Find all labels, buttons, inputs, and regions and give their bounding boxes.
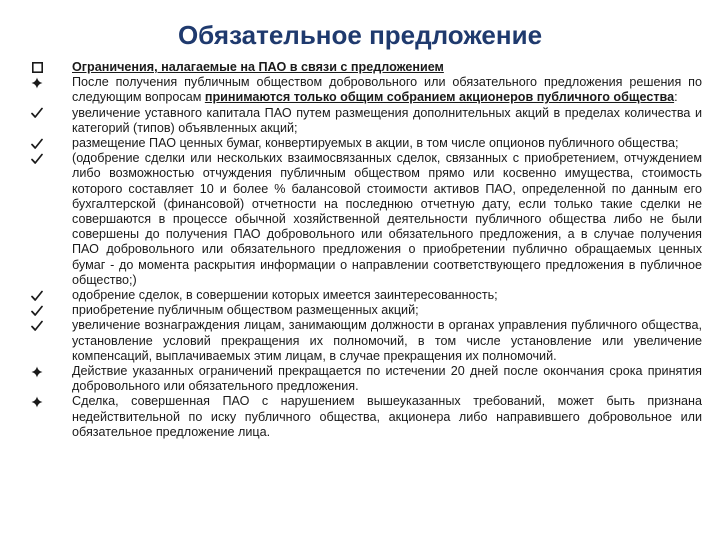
- item-text: увеличение уставного капитала ПАО путем размещения дополнительных акций в пределах количества и категорий (типов) объявленных акций;: [72, 105, 702, 135]
- list-item: [30, 288, 702, 303]
- item-text: размещение ПАО ценных бумаг, конвертируемых в акции, в том числе опционов публичного общества;: [72, 136, 679, 151]
- item-text: После получения публичным обществом добровольного или обязательного предложения решения по следующим вопросам: [72, 75, 702, 105]
- item-text: Действие указанных ограничений прекращается по истечении 20 дней после окончания срока принятия добровольного или обязательного предложения.: [72, 364, 702, 394]
- item-text: одобрение сделок, в совершении которых имеется заинтересованность;: [72, 288, 498, 303]
- check-bullet-icon: [30, 288, 44, 303]
- list-item: [30, 318, 702, 364]
- list-item: [30, 136, 702, 151]
- check-bullet-icon: [30, 136, 44, 151]
- diamond-bullet-icon: [30, 364, 44, 379]
- square-bullet-icon: [30, 60, 44, 75]
- item-text: Ограничения, налагаемые на ПАО в связи с предложением: [72, 60, 444, 74]
- page-title: Обязательное предложение: [177, 20, 543, 50]
- bullet-list: [30, 60, 702, 440]
- list-item: [30, 303, 702, 318]
- list-item: [30, 75, 702, 105]
- diamond-bullet-icon: [30, 394, 44, 409]
- check-bullet-icon: [30, 151, 44, 166]
- item-text: приобретение публичным обществом размещенных акций;: [72, 303, 419, 318]
- check-bullet-icon: [30, 106, 44, 121]
- item-text: увеличение вознаграждения лицам, занимающим должности в органах управления публичного общества, установление условий прекращения их полномочий, в том числе установление или увеличение компенсаций, выплачиваемых этим лицам, в случае прекращения их полномочий.: [72, 318, 702, 363]
- diamond-bullet-icon: [30, 75, 44, 90]
- list-item: [30, 394, 702, 440]
- check-bullet-icon: [30, 303, 44, 318]
- list-item: [30, 60, 702, 75]
- item-text: :: [674, 90, 678, 105]
- item-text: принимаются только общим собранием акционеров публичного общества: [204, 90, 675, 105]
- list-item: [30, 364, 702, 394]
- item-text: Сделка, совершенная ПАО с нарушением вышеуказанных требований, может быть признана недействительной по иску публичного общества, акционера либо направившего добровольное или обязательное предложение лица.: [72, 394, 702, 439]
- check-bullet-icon: [30, 318, 44, 333]
- list-item: [30, 106, 702, 136]
- list-item: [30, 151, 702, 288]
- item-text: (одобрение сделки или нескольких взаимосвязанных сделок, связанных с приобретением, отчуждением либо возможностью отчуждения публичным обществом прямо или косвенно имущества, стоимость которого составляет 10 и более % балансовой стоимости активов ПАО, определенной по данным его бухгалтерской (финансовой) отчетности на последнюю отчетную дату, если только такие сделки не совершаются в процессе обычной хозяйственной деятельности публичного общества либо не были совершены до получения ПАО добровольного или обязательного предложения, а в случае получения ПАО добровольного или обязательного предложения о приобретении публично обращаемых ценных бумаг - до момента раскрытия информации о направлении соответствующего предложения в публичное общество;): [72, 151, 702, 287]
